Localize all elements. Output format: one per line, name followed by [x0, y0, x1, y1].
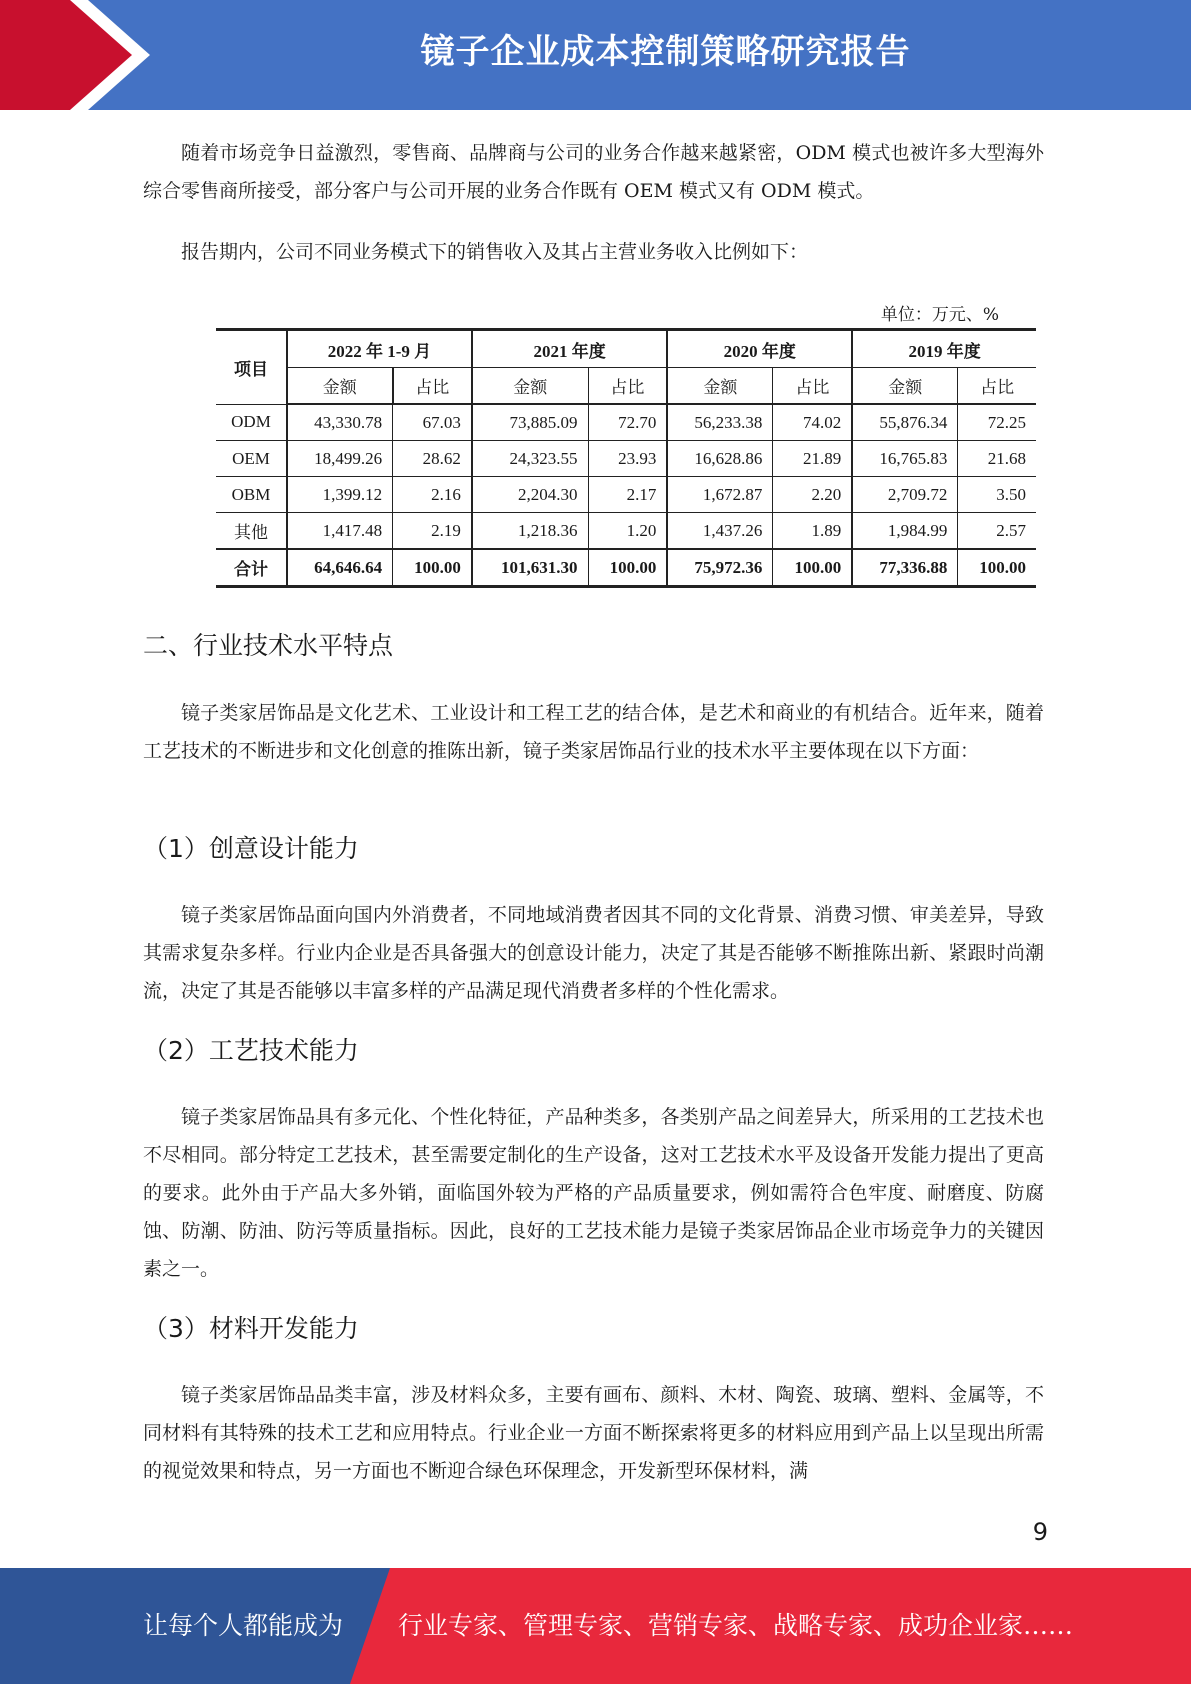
amount-cell: 1,437.26 — [667, 513, 773, 550]
amount-cell: 43,330.78 — [287, 404, 393, 441]
ratio-cell: 21.68 — [958, 441, 1036, 477]
subheading-creative-design: （1）创意设计能力 — [143, 834, 359, 863]
amount-cell: 2,709.72 — [852, 477, 958, 513]
amount-cell: 1,984.99 — [852, 513, 958, 550]
table-row — [216, 477, 1036, 513]
amount-cell: 18,499.26 — [287, 441, 393, 477]
ratio-cell: 1.89 — [773, 513, 852, 550]
ratio-cell: 72.25 — [958, 404, 1036, 441]
amount-cell: 55,876.34 — [852, 404, 958, 441]
footer-slogan-left: 让每个人都能成为 — [143, 1611, 344, 1640]
table-header-row — [216, 330, 1036, 368]
table-row — [216, 441, 1036, 477]
row-label: 合计 — [216, 549, 287, 587]
ratio-cell: 74.02 — [773, 404, 852, 441]
table-row — [216, 404, 1036, 441]
page-number: 9 — [1032, 1518, 1048, 1546]
ratio-header: 占比 — [773, 368, 852, 405]
amount-cell: 56,233.38 — [667, 404, 773, 441]
table-subheader-row — [216, 368, 1036, 405]
page-header — [0, 0, 1191, 110]
intro-paragraph: 随着市场竞争日益激烈，零售商、品牌商与公司的业务合作越来越紧密，ODM 模式也被许多大型海外综合零售商所接受，部分客户与公司开展的业务合作既有 OEM 模式又有 ODM 模式。 — [143, 142, 1044, 202]
ratio-cell: 2.20 — [773, 477, 852, 513]
ratio-cell: 100.00 — [958, 549, 1036, 587]
table-row — [216, 549, 1036, 587]
amount-cell: 73,885.09 — [472, 404, 588, 441]
unit-note: 单位：万元、% — [880, 305, 999, 325]
ratio-cell: 2.19 — [393, 513, 472, 550]
footer-slogan-right: 行业专家、管理专家、营销专家、战略专家、成功企业家…… — [398, 1611, 1074, 1640]
ratio-cell: 2.57 — [958, 513, 1036, 550]
amount-cell: 2,204.30 — [472, 477, 588, 513]
revenue-table — [216, 328, 1036, 588]
amount-header: 金额 — [667, 368, 773, 405]
ratio-cell: 100.00 — [588, 549, 667, 587]
amount-cell: 24,323.55 — [472, 441, 588, 477]
ratio-cell: 2.16 — [393, 477, 472, 513]
ratio-cell: 2.17 — [588, 477, 667, 513]
table-row — [216, 513, 1036, 550]
item-header: 项目 — [216, 330, 287, 405]
period-header: 2019 年度 — [852, 330, 1036, 368]
amount-header: 金额 — [472, 368, 588, 405]
period-header: 2022 年 1-9 月 — [287, 330, 472, 368]
process-technology-paragraph: 镜子类家居饰品具有多元化、个性化特征，产品种类多，各类别产品之间差异大，所采用的工艺技术也不尽相同。部分特定工艺技术，甚至需要定制化的生产设备，这对工艺技术水平及设备开发能力提出了更高的要求。此外由于产品大多外销，面临国外较为严格的产品质量要求，例如需符合色牢度、耐磨度、防腐蚀、防潮、防油、防污等质量指标。因此，良好的工艺技术能力是镜子类家居饰品企业市场竞争力的关键因素之一。 — [143, 1106, 1044, 1280]
ratio-header: 占比 — [588, 368, 667, 405]
amount-cell: 64,646.64 — [287, 549, 393, 587]
creative-design-paragraph: 镜子类家居饰品面向国内外消费者，不同地域消费者因其不同的文化背景、消费习惯、审美差异，导致其需求复杂多样。行业内企业是否具备强大的创意设计能力，决定了其是否能够不断推陈出新、紧跟时尚潮流，决定了其是否能够以丰富多样的产品满足现代消费者多样的个性化需求。 — [143, 904, 1044, 1002]
amount-cell: 16,765.83 — [852, 441, 958, 477]
material-development-paragraph: 镜子类家居饰品品类丰富，涉及材料众多，主要有画布、颜料、木材、陶瓷、玻璃、塑料、金属等，不同材料有其特殊的技术工艺和应用特点。行业企业一方面不断探索将更多的材料应用到产品上以呈现出所需的视觉效果和特点，另一方面也不断迎合绿色环保理念，开发新型环保材料，满 — [143, 1384, 1044, 1482]
ratio-cell: 72.70 — [588, 404, 667, 441]
row-label: OBM — [216, 477, 287, 513]
ratio-cell: 67.03 — [393, 404, 472, 441]
page-footer — [0, 1568, 1191, 1684]
ratio-cell: 1.20 — [588, 513, 667, 550]
ratio-cell: 3.50 — [958, 477, 1036, 513]
report-title: 镜子企业成本控制策略研究报告 — [420, 32, 911, 72]
ratio-cell: 23.93 — [588, 441, 667, 477]
period-header: 2020 年度 — [667, 330, 852, 368]
ratio-cell: 21.89 — [773, 441, 852, 477]
amount-cell: 16,628.86 — [667, 441, 773, 477]
table-body — [216, 404, 1036, 587]
row-label: ODM — [216, 404, 287, 441]
ratio-cell: 100.00 — [393, 549, 472, 587]
amount-cell: 101,631.30 — [472, 549, 588, 587]
period-header: 2021 年度 — [472, 330, 667, 368]
row-label: 其他 — [216, 513, 287, 550]
table-intro-paragraph: 报告期内，公司不同业务模式下的销售收入及其占主营业务收入比例如下： — [181, 241, 809, 263]
row-label: OEM — [216, 441, 287, 477]
amount-cell: 75,972.36 — [667, 549, 773, 587]
amount-header: 金额 — [852, 368, 958, 405]
subheading-process-technology: （2）工艺技术能力 — [143, 1036, 359, 1065]
subheading-material-development: （3）材料开发能力 — [143, 1314, 359, 1343]
amount-cell: 1,417.48 — [287, 513, 393, 550]
ratio-header: 占比 — [393, 368, 472, 405]
ratio-cell: 28.62 — [393, 441, 472, 477]
amount-cell: 1,218.36 — [472, 513, 588, 550]
section-heading: 二、行业技术水平特点 — [143, 631, 394, 660]
ratio-header: 占比 — [958, 368, 1036, 405]
ratio-cell: 100.00 — [773, 549, 852, 587]
section-intro-paragraph: 镜子类家居饰品是文化艺术、工业设计和工程工艺的结合体，是艺术和商业的有机结合。近年来，随着工艺技术的不断进步和文化创意的推陈出新，镜子类家居饰品行业的技术水平主要体现在以下方面： — [143, 702, 1044, 762]
amount-cell: 1,399.12 — [287, 477, 393, 513]
amount-header: 金额 — [287, 368, 393, 405]
amount-cell: 77,336.88 — [852, 549, 958, 587]
amount-cell: 1,672.87 — [667, 477, 773, 513]
